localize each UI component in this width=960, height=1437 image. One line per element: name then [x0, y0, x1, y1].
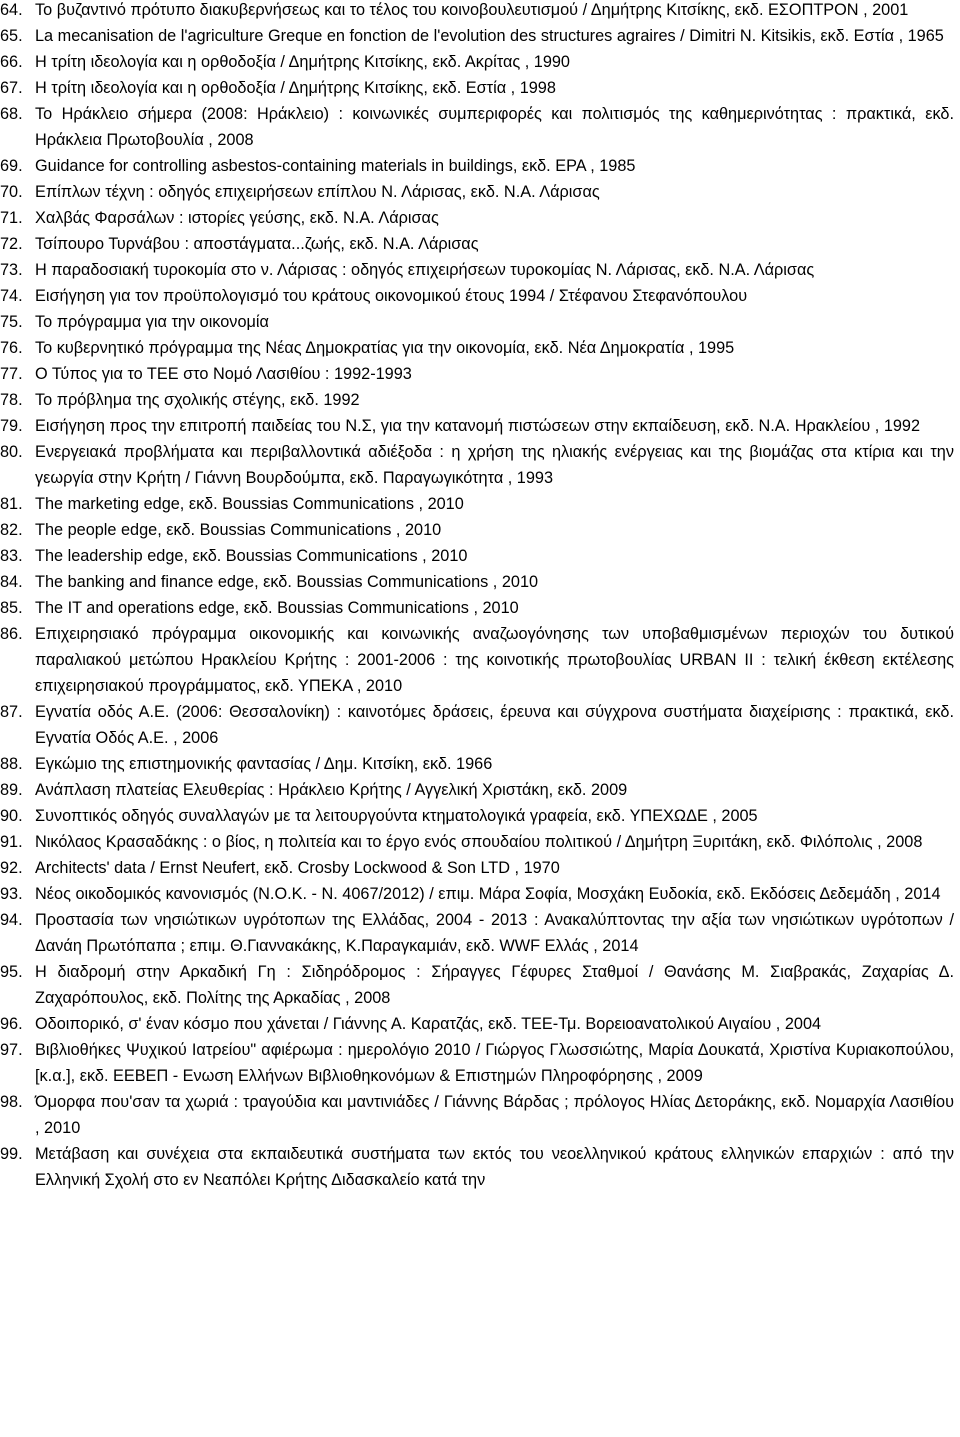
entry-number: 64. — [0, 1, 23, 19]
entry-text: Το βυζαντινό πρότυπο διακυβερνήσεως και το τέλος του κοινοβουλευτισμού / Δημήτρης Κιτσίκης, εκδ. ΕΣΟΠΤΡΟΝ , 2001 — [35, 1, 909, 19]
list-item — [0, 257, 954, 283]
list-item — [0, 959, 954, 1011]
list-item — [0, 829, 954, 855]
entry-number: 77. — [0, 365, 23, 383]
entry-text: Βιβλιοθήκες Ψυχικού Ιατρείου" αφιέρωμα : ημερολόγιο 2010 / Γιώργος Γλωσσιώτης, Μαρία Δουκατά, Χριστίνα Κυριακοπούλου, [κ.α.], εκδ. ΕΕΒΕΠ - Ενωση Ελλήνων Βιβλιοθηκονόμων & Επιστημών Πληροφόρησης , 2009 — [35, 1041, 954, 1085]
list-item — [0, 75, 954, 101]
entry-text: Η διαδρομή στην Αρκαδική Γη : Σιδηρόδρομος : Σήραγγες Γέφυρες Σταθμοί / Θανάσης Μ. Σιαβρακάς, Ζαχαρίας Δ. Ζαχαρόπουλος, εκδ. Πολίτης της Αρκαδίας , 2008 — [35, 963, 954, 1007]
entry-number: 96. — [0, 1015, 23, 1033]
list-item — [0, 803, 954, 829]
entry-number: 83. — [0, 547, 23, 565]
entry-text: Το πρόγραμμα για την οικονομία — [35, 313, 269, 331]
entry-text: The banking and finance edge, εκδ. Boussias Communications , 2010 — [35, 573, 539, 591]
entry-number: 69. — [0, 157, 23, 175]
list-item — [0, 517, 954, 543]
list-item — [0, 569, 954, 595]
entry-text: Χαλβάς Φαρσάλων : ιστορίες γεύσης, εκδ. Ν.Α. Λάρισας — [35, 209, 439, 227]
entry-text: Νικόλαος Κρασαδάκης : ο βίος, η πολιτεία και το έργο ενός σπουδαίου πολιτικού / Δημήτρη Ξυριτάκη, εκδ. Φιλόπολις , 2008 — [35, 833, 923, 851]
entry-text: The marketing edge, εκδ. Boussias Communications , 2010 — [35, 495, 464, 513]
entry-number: 67. — [0, 79, 23, 97]
list-item — [0, 881, 954, 907]
entry-text: Ο Τύπος για το ΤΕΕ στο Νομό Λασιθίου : 1992-1993 — [35, 365, 412, 383]
entry-text: The leadership edge, εκδ. Boussias Communications , 2010 — [35, 547, 468, 565]
entry-number: 98. — [0, 1093, 23, 1111]
entry-number: 66. — [0, 53, 23, 71]
list-item — [0, 439, 954, 491]
entry-text: Προστασία των νησιώτικων υγρότοπων της Ελλάδας, 2004 - 2013 : Ανακαλύπτοντας την αξία των νησιώτικων υγρότοπων / Δανάη Πρωτόπαπα ; επιμ. Θ.Γιαννακάκης, Κ.Παραγκαμιάν, εκδ. WWF Ελλάς , 2014 — [35, 911, 954, 955]
list-item — [0, 543, 954, 569]
list-item — [0, 387, 954, 413]
list-item — [0, 699, 954, 751]
list-item — [0, 777, 954, 803]
entry-number: 93. — [0, 885, 23, 903]
entry-text: Νέος οικοδομικός κανονισμός (Ν.Ο.Κ. - Ν. 4067/2012) / επιμ. Μάρα Σοφία, Μοσχάκη Ευδοκία, εκδ. Εκδόσεις Δεδεμάδη , 2014 — [35, 885, 941, 903]
entry-text: Εγνατία οδός Α.Ε. (2006: Θεσσαλονίκη) : καινοτόμες δράσεις, έρευνα και σύγχρονα συστήματα διαχείρισης : πρακτικά, εκδ. Εγνατία Οδός Α.Ε. , 2006 — [35, 703, 954, 747]
entry-number: 95. — [0, 963, 23, 981]
entry-text: Τσίπουρο Τυρνάβου : αποστάγματα...ζωής, εκδ. Ν.Α. Λάρισας — [35, 235, 479, 253]
list-item — [0, 23, 954, 49]
entry-text: Όμορφα που'σαν τα χωριά : τραγούδια και μαντινιάδες / Γιάννης Βάρδας ; πρόλογος Ηλίας Δετοράκης, εκδ. Νομαρχία Λασιθίου , 2010 — [35, 1093, 954, 1137]
entry-number: 87. — [0, 703, 23, 721]
list-item — [0, 491, 954, 517]
entry-number: 68. — [0, 105, 23, 123]
list-item — [0, 1141, 954, 1193]
entry-number: 72. — [0, 235, 23, 253]
list-item — [0, 595, 954, 621]
entry-number: 88. — [0, 755, 23, 773]
entry-text: The IT and operations edge, εκδ. Boussias Communications , 2010 — [35, 599, 519, 617]
entry-text: La mecanisation de l'agriculture Greque en fonction de l'evolution des structures agraires / Dimitri N. Kitsikis, εκδ. Εστία , 1965 — [35, 27, 944, 45]
entry-number: 75. — [0, 313, 23, 331]
list-item — [0, 1011, 954, 1037]
list-item — [0, 231, 954, 257]
list-item — [0, 335, 954, 361]
entry-number: 78. — [0, 391, 23, 409]
entry-number: 90. — [0, 807, 23, 825]
list-item — [0, 361, 954, 387]
entry-number: 91. — [0, 833, 23, 851]
entry-text: Η παραδοσιακή τυροκομία στο ν. Λάρισας : οδηγός επιχειρήσεων τυροκομίας Ν. Λάρισας, εκδ. Ν.Α. Λάρισας — [35, 261, 815, 279]
list-item — [0, 621, 954, 699]
entry-number: 92. — [0, 859, 23, 877]
list-item — [0, 101, 954, 153]
list-item — [0, 1037, 954, 1089]
entry-text: Μετάβαση και συνέχεια στα εκπαιδευτικά συστήματα των εκτός του νεοελληνικού κράτους ελληνικών επαρχιών : από την Ελληνική Σχολή στο εν Νεαπόλει Κρήτης Διδασκαλείο κατά την — [35, 1145, 954, 1189]
list-item — [0, 205, 954, 231]
entry-number: 71. — [0, 209, 23, 227]
entry-text: Εγκώμιο της επιστημονικής φαντασίας / Δημ. Κιτσίκη, εκδ. 1966 — [35, 755, 493, 773]
entry-text: Το Ηράκλειο σήμερα (2008: Ηράκλειο) : κοινωνικές συμπεριφορές και πολιτισμός της καθημερινότητας : πρακτικά, εκδ. Ηράκλεια Πρωτοβουλία , 2008 — [35, 105, 954, 149]
entry-number: 74. — [0, 287, 23, 305]
entry-text: Architects' data / Ernst Neufert, εκδ. Crosby Lockwood & Son LTD , 1970 — [35, 859, 560, 877]
list-item — [0, 855, 954, 881]
entry-number: 65. — [0, 27, 23, 45]
entry-text: The people edge, εκδ. Boussias Communications , 2010 — [35, 521, 442, 539]
entry-number: 99. — [0, 1145, 23, 1163]
list-item — [0, 413, 954, 439]
entry-text: Guidance for controlling asbestos-containing materials in buildings, εκδ. EPA , 1985 — [35, 157, 636, 175]
entry-number: 89. — [0, 781, 23, 799]
entry-number: 97. — [0, 1041, 23, 1059]
entry-text: Συνοπτικός οδηγός συναλλαγών με τα λειτουργούντα κτηματολογικά γραφεία, εκδ. ΥΠΕΧΩΔΕ , 2005 — [35, 807, 758, 825]
entry-number: 85. — [0, 599, 23, 617]
entry-text: Επίπλων τέχνη : οδηγός επιχειρήσεων επίπλου Ν. Λάρισας, εκδ. Ν.Α. Λάρισας — [35, 183, 600, 201]
entry-text: Το πρόβλημα της σχολικής στέγης, εκδ. 1992 — [35, 391, 360, 409]
entry-text: Η τρίτη ιδεολογία και η ορθοδοξία / Δημήτρης Κιτσίκης, εκδ. Ακρίτας , 1990 — [35, 53, 570, 71]
entry-number: 94. — [0, 911, 23, 929]
entry-text: Εισήγηση προς την επιτροπή παιδείας του Ν.Σ, για την κατανομή πιστώσεων στην εκπαίδευση, εκδ. Ν.Α. Ηρακλείου , 1992 — [35, 417, 921, 435]
list-item — [0, 0, 954, 23]
entry-text: Η τρίτη ιδεολογία και η ορθοδοξία / Δημήτρης Κιτσίκης, εκδ. Εστία , 1998 — [35, 79, 556, 97]
entry-number: 73. — [0, 261, 23, 279]
entry-number: 70. — [0, 183, 23, 201]
list-item — [0, 283, 954, 309]
list-item — [0, 907, 954, 959]
list-item — [0, 153, 954, 179]
entry-number: 80. — [0, 443, 23, 461]
list-item — [0, 179, 954, 205]
entry-number: 79. — [0, 417, 23, 435]
entry-text: Επιχειρησιακό πρόγραμμα οικονομικής και κοινωνικής αναζωογόνησης των υποβαθμισμένων περιοχών του δυτικού παραλιακού μετώπου Ηρακλείου Κρήτης : 2001-2006 : της κοινοτικής πρωτοβουλίας URBAN II : τελική έκθεση εκτέλεσης επιχειρησιακού προγράμματος, εκδ. ΥΠΕΚΑ , 2010 — [35, 625, 954, 695]
list-item — [0, 49, 954, 75]
entry-number: 86. — [0, 625, 23, 643]
entry-text: Ανάπλαση πλατείας Ελευθερίας : Ηράκλειο Κρήτης / Αγγελική Χριστάκη, εκδ. 2009 — [35, 781, 628, 799]
list-item — [0, 1089, 954, 1141]
list-item — [0, 751, 954, 777]
entry-text: Οδοιπορικό, σ' έναν κόσμο που χάνεται / Γιάννης Α. Καρατζάς, εκδ. ΤΕΕ-Τμ. Βορειοανατολικού Αιγαίου , 2004 — [35, 1015, 822, 1033]
entry-number: 76. — [0, 339, 23, 357]
entry-text: Το κυβερνητικό πρόγραμμα της Νέας Δημοκρατίας για την οικονομία, εκδ. Νέα Δημοκρατία , 1995 — [35, 339, 735, 357]
entry-number: 81. — [0, 495, 23, 513]
entry-text: Εισήγηση για τον προϋπολογισμό του κράτους οικονομικού έτους 1994 / Στέφανου Στεφανόπουλου — [35, 287, 748, 305]
entry-number: 82. — [0, 521, 23, 539]
entry-number: 84. — [0, 573, 23, 591]
entry-text: Ενεργειακά προβλήματα και περιβαλλοντικά αδιέξοδα : η χρήση της ηλιακής ενέργειας και της βιομάζας στα κτίρια και την γεωργία στην Κρήτη / Γιάννη Βουρδούμπα, εκδ. Παραγωγικότητα , 1993 — [35, 443, 954, 487]
list-item — [0, 309, 954, 335]
